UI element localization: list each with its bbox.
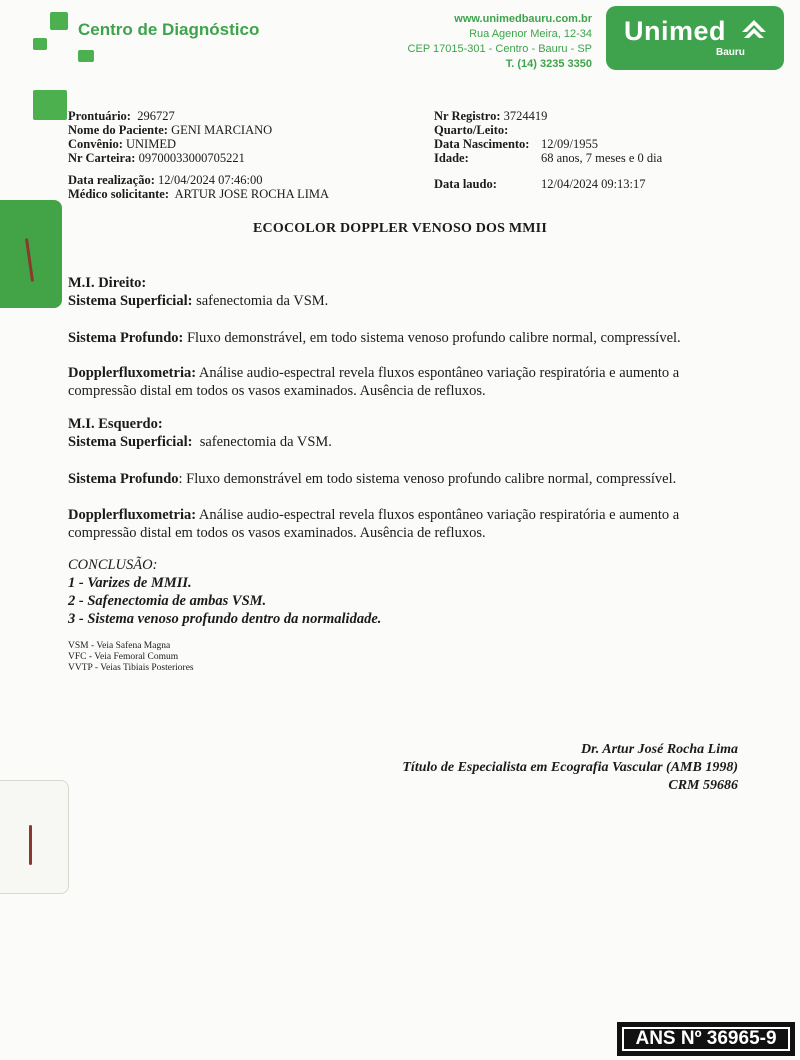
prontuario-value: 296727 <box>137 109 175 123</box>
abbreviation-item: VFC - Veia Femoral Comum <box>68 652 179 662</box>
right-prof-text: Fluxo demonstrável, em todo sistema venoso profundo calibre normal, compressível. <box>186 330 681 346</box>
right-leg-section <box>68 274 738 310</box>
ans-number: ANS Nº 36965-9 <box>622 1027 790 1051</box>
laudo-info <box>434 177 734 191</box>
pen-mark <box>29 825 32 865</box>
right-doppler-section <box>68 364 738 400</box>
abbreviations <box>68 641 194 674</box>
convenio-value: UNIMED <box>126 137 176 151</box>
logo-square-1 <box>50 12 68 30</box>
conclusion-item: 2 - Safenectomia de ambas VSM. <box>68 593 267 609</box>
registro-value: 3724419 <box>503 109 548 123</box>
laudo-value: 12/04/2024 09:13:17 <box>541 177 646 191</box>
left-prof-text: : Fluxo demonstrável em todo sistema venoso profundo calibre normal, compressível. <box>178 471 677 487</box>
laudo-label: Data laudo: <box>434 177 497 191</box>
unimed-tree-icon <box>739 18 769 42</box>
abbreviation-item: VSM - Veia Safena Magna <box>68 641 171 651</box>
right-deep-section <box>68 329 738 347</box>
binder-tab-green <box>0 200 62 308</box>
right-sup-text: safenectomia da VSM. <box>196 293 329 309</box>
left-doppler-text: Análise audio-espectral revela fluxos espontâneo variação respiratória e aumento a compressão distal em todos os vasos examinados. Ausência de refluxos. <box>68 507 680 541</box>
right-sup-label: Sistema Superficial: <box>68 293 193 309</box>
website-link[interactable]: www.unimedbauru.com.br <box>454 13 592 25</box>
abbreviation-item: VVTP - Veias Tibiais Posteriores <box>68 663 194 673</box>
logo-square-3 <box>78 50 94 62</box>
conclusion-item: 3 - Sistema venoso profundo dentro da normalidade. <box>68 611 382 627</box>
left-leg-heading: M.I. Esquerdo: <box>68 416 163 432</box>
nascimento-label: Data Nascimento: <box>434 137 530 151</box>
doctor-crm: CRM 59686 <box>668 778 738 793</box>
left-doppler-section <box>68 506 738 542</box>
conclusion-section <box>68 556 381 628</box>
logo-square-2 <box>33 38 47 50</box>
patient-name-label: Nome do Paciente: <box>68 123 168 137</box>
prontuario-label: Prontuário: <box>68 109 131 123</box>
conclusion-item: 1 - Varizes de MMII. <box>68 575 192 591</box>
nascimento-value: 12/09/1955 <box>541 137 598 151</box>
signature-block <box>402 741 738 795</box>
idade-value: 68 anos, 7 meses e 0 dia <box>541 151 663 165</box>
left-prof-label: Sistema Profundo <box>68 471 179 487</box>
left-sup-text: safenectomia da VSM. <box>199 434 332 450</box>
address-line-2: CEP 17015-301 - Centro - Bauru - SP <box>407 43 592 55</box>
medico-value: ARTUR JOSE ROCHA LIMA <box>174 187 330 201</box>
right-prof-label: Sistema Profundo: <box>68 330 184 346</box>
left-doppler-label: Dopplerfluxometria: <box>68 507 197 523</box>
quarto-label: Quarto/Leito: <box>434 123 509 137</box>
binder-tab-white <box>0 780 69 894</box>
exam-info-left <box>68 173 329 201</box>
realizacao-value: 12/04/2024 07:46:00 <box>158 173 263 187</box>
right-doppler-text: Análise audio-espectral revela fluxos espontâneo variação respiratória e aumento a compressão distal em todos os vasos examinados. Ausência de refluxos. <box>68 365 680 399</box>
left-sup-label: Sistema Superficial: <box>68 434 193 450</box>
patient-info-left <box>68 109 272 165</box>
carteira-label: Nr Carteira: <box>68 151 136 165</box>
registro-label: Nr Registro: <box>434 109 501 123</box>
brand-name: Centro de Diagnóstico <box>78 20 260 39</box>
medico-label: Médico solicitante: <box>68 187 170 201</box>
logo-name: Unimed <box>624 16 727 46</box>
idade-label: Idade: <box>434 151 469 165</box>
report-title: ECOCOLOR DOPPLER VENOSO DOS MMII <box>253 221 547 236</box>
logo-square-4 <box>33 90 67 120</box>
right-doppler-label: Dopplerfluxometria: <box>68 365 197 381</box>
address-line-1: Rua Agenor Meira, 12-34 <box>469 28 592 40</box>
carteira-value: 09700033000705221 <box>138 151 245 165</box>
contact-block <box>408 12 592 72</box>
logo-city: Bauru <box>716 47 745 58</box>
realizacao-label: Data realização: <box>68 173 155 187</box>
ans-badge <box>617 1022 795 1056</box>
convenio-label: Convênio: <box>68 137 123 151</box>
doctor-title: Título de Especialista em Ecografia Vascular (AMB 1998) <box>402 760 738 775</box>
unimed-logo <box>606 6 784 70</box>
left-leg-section <box>68 415 738 451</box>
doctor-name: Dr. Artur José Rocha Lima <box>580 742 738 757</box>
patient-name-value: GENI MARCIANO <box>171 123 273 137</box>
patient-info-right <box>434 109 734 165</box>
conclusion-title: CONCLUSÃO: <box>68 557 158 573</box>
pen-mark <box>25 238 34 282</box>
phone-number: T. (14) 3235 3350 <box>505 58 592 70</box>
left-deep-section <box>68 470 738 488</box>
right-leg-heading: M.I. Direito: <box>68 275 147 291</box>
